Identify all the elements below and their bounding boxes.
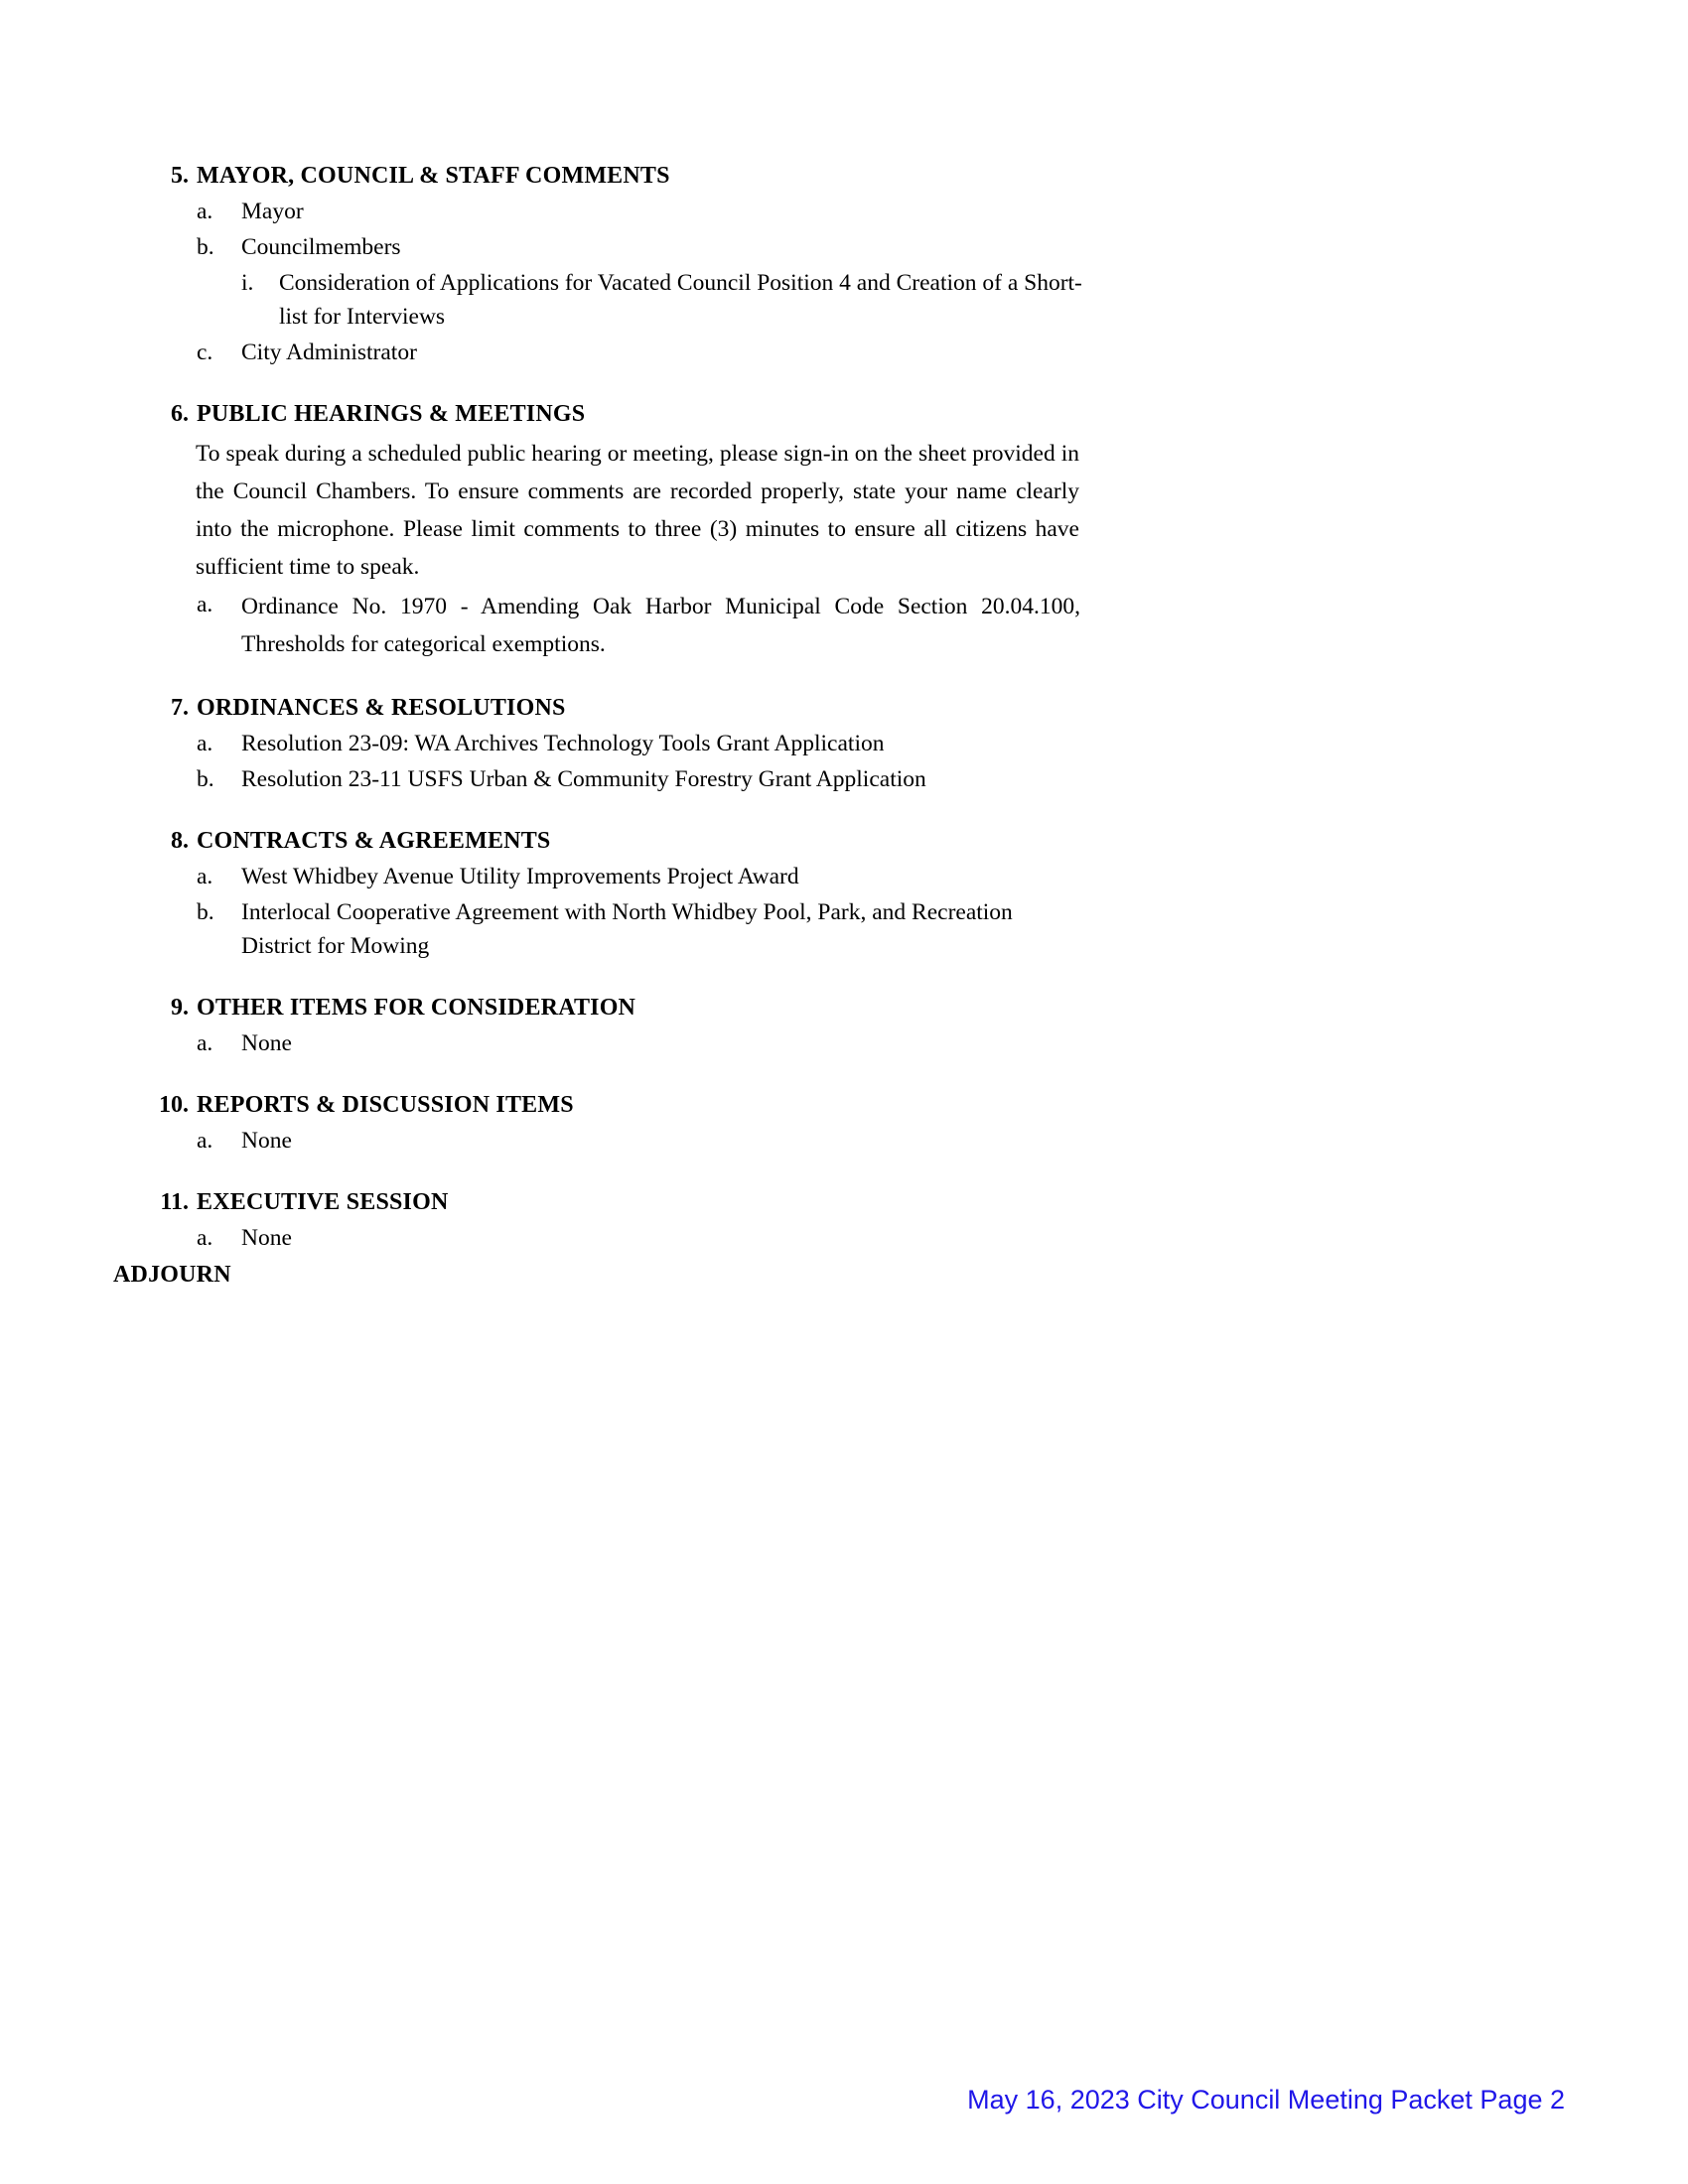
agenda-section-title: CONTRACTS & AGREEMENTS [197,828,551,854]
agenda-section-title: OTHER ITEMS FOR CONSIDERATION [197,995,636,1021]
agenda-sub-item-marker: a. [197,864,213,889]
agenda-section-heading [0,991,1688,1024]
agenda-sub-item-text: Consideration of Applications for Vacated Council Position 4 and Creation of a Short-list for Interviews [279,270,1082,330]
agenda-section-heading [0,1185,1688,1219]
agenda-sub-item-marker: a. [197,1128,213,1154]
agenda-sub-item [0,588,1688,663]
page-footer: May 16, 2023 City Council Meeting Packet Page 2 [967,2085,1565,2115]
agenda-section [0,1088,1688,1158]
agenda-section-title: MAYOR, COUNCIL & STAFF COMMENTS [197,163,670,189]
agenda-section [0,691,1688,796]
agenda-sub-item [0,230,1688,264]
agenda-sub-item-text: West Whidbey Avenue Utility Improvements Project Award [241,864,799,889]
agenda-section-heading [0,397,1688,431]
agenda-section-heading [0,159,1688,193]
agenda-sub-item-text: Resolution 23-09: WA Archives Technology Tools Grant Application [241,731,885,756]
agenda-sub-item [0,266,1688,334]
agenda-sub-item-marker: a. [197,592,213,617]
agenda-section-title: ORDINANCES & RESOLUTIONS [197,695,566,721]
agenda-section-title: PUBLIC HEARINGS & MEETINGS [197,401,586,427]
agenda-section [0,824,1688,963]
agenda-sub-item [0,336,1688,369]
agenda-sub-item-text: Ordinance No. 1970 - Amending Oak Harbor Municipal Code Section 20.04.100, Thresholds for categorical exemptions. [241,594,1080,657]
agenda-section-heading [0,691,1688,725]
agenda-section [0,1185,1688,1255]
agenda-sub-item-marker: a. [197,1030,213,1056]
agenda-sub-item [0,895,1688,963]
agenda-sub-item-marker: a. [197,1225,213,1251]
agenda-section-title: REPORTS & DISCUSSION ITEMS [197,1092,574,1118]
agenda-sub-item-text: None [241,1030,292,1056]
agenda-section [0,159,1688,369]
agenda-sub-item-text: None [241,1128,292,1154]
agenda-sub-item-text: Mayor [241,199,304,224]
agenda-sub-item-marker: b. [197,766,214,792]
agenda-sub-item [0,1026,1688,1060]
agenda-section-number: 7. [171,695,189,721]
agenda-section-intro: To speak during a scheduled public hearing or meeting, please sign-in on the sheet provided in the Council Chambers. To ensure comments are recorded properly, state your name clearly into the microphone. Please limit comments to three (3) minutes to ensure all citizens have sufficient time to speak. [196,441,1079,580]
agenda-section-number: 5. [171,163,189,189]
agenda-section-number: 6. [171,401,189,427]
adjourn-heading: ADJOURN [113,1262,231,1288]
agenda-section-heading [0,824,1688,858]
agenda-sub-item-text: None [241,1225,292,1251]
agenda-sub-item-text: Resolution 23-11 USFS Urban & Community Forestry Grant Application [241,766,926,792]
agenda-sub-item [0,860,1688,893]
agenda-sub-item [0,727,1688,760]
agenda-sub-item [0,1124,1688,1158]
agenda-sub-item-marker: b. [197,899,214,925]
agenda-sub-item-text: Interlocal Cooperative Agreement with North Whidbey Pool, Park, and Recreation District for Mowing [241,899,1013,959]
agenda-sub-item-marker: a. [197,731,213,756]
agenda-section-number: 9. [171,995,189,1021]
agenda-section-number: 11. [160,1189,189,1215]
agenda-sub-item-text: Councilmembers [241,234,401,260]
agenda-section [0,397,1688,663]
agenda-sub-item [0,1221,1688,1255]
agenda-sub-item-marker: i. [241,270,254,296]
agenda-section [0,991,1688,1060]
agenda-section-heading [0,1088,1688,1122]
agenda-sub-item-marker: c. [197,340,213,365]
agenda-sub-item-text: City Administrator [241,340,417,365]
agenda-section-number: 10. [159,1092,189,1118]
agenda-sub-item-marker: b. [197,234,214,260]
agenda-sub-item [0,195,1688,228]
agenda-sub-item [0,762,1688,796]
agenda-sub-item-marker: a. [197,199,213,224]
agenda-section-number: 8. [171,828,189,854]
agenda-section-title: EXECUTIVE SESSION [197,1189,449,1215]
